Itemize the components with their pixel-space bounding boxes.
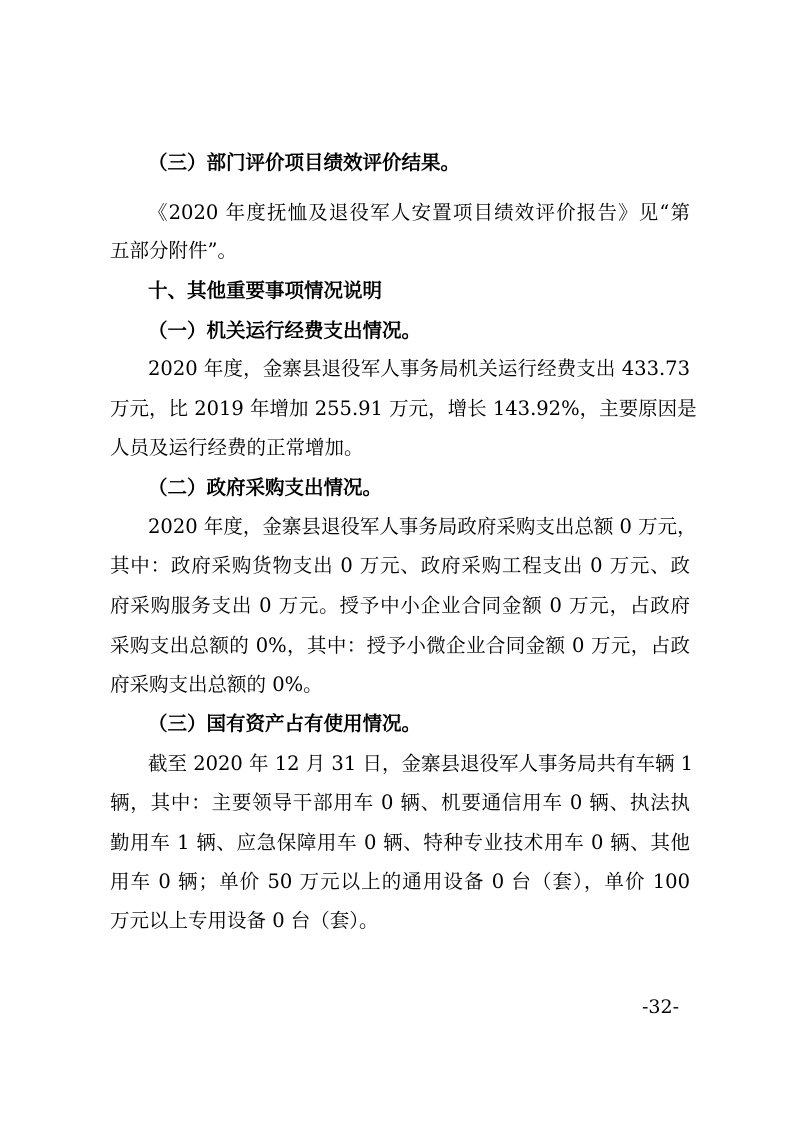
section-heading-state-assets: （三）国有资产占有使用情况。 xyxy=(148,712,422,735)
paragraph-line: 万元，比 2019 年增加 255.91 万元，增长 143.92%，主要原因是 xyxy=(110,397,697,420)
paragraph-line: 2020 年度，金寨县退役军人事务局机关运行经费支出 433.73 xyxy=(148,357,690,380)
paragraph-line: 五部分附件”。 xyxy=(110,239,237,262)
paragraph-line: 用车 0 辆；单价 50 万元以上的通用设备 0 台（套），单价 100 xyxy=(110,870,690,893)
paragraph-line: 府采购服务支出 0 万元。授予中小企业合同金额 0 万元，占政府 xyxy=(110,594,690,617)
section-heading-operating-expenses: （一）机关运行经费支出情况。 xyxy=(148,319,422,342)
paragraph-line: 采购支出总额的 0%，其中：授予小微企业合同金额 0 万元，占政 xyxy=(110,634,690,657)
paragraph-line: 人员及运行经费的正常增加。 xyxy=(110,436,364,459)
paragraph-line: 截至 2020 年 12 月 31 日，金寨县退役军人事务局共有车辆 1 xyxy=(148,752,694,775)
paragraph-line: 2020 年度，金寨县退役军人事务局政府采购支出总额 0 万元， xyxy=(148,515,697,538)
paragraph-line: 万元以上专用设备 0 台（套）。 xyxy=(110,909,379,932)
paragraph-line: 其中：政府采购货物支出 0 万元、政府采购工程支出 0 万元、政 xyxy=(110,554,690,577)
section-heading-other-matters: 十、其他重要事项情况说明 xyxy=(148,279,383,302)
section-heading-evaluation-results: （三）部门评价项目绩效评价结果。 xyxy=(148,151,461,174)
section-heading-government-procurement: （二）政府采购支出情况。 xyxy=(148,476,383,499)
paragraph-line: 勤用车 1 辆、应急保障用车 0 辆、特种专业技术用车 0 辆、其他 xyxy=(110,831,690,854)
page-number: -32- xyxy=(642,996,680,1018)
paragraph-line: 《2020 年度抚恤及退役军人安置项目绩效评价报告》见“第 xyxy=(148,201,690,224)
paragraph-line: 辆，其中：主要领导干部用车 0 辆、机要通信用车 0 辆、执法执 xyxy=(110,791,690,814)
paragraph-line: 府采购支出总额的 0%。 xyxy=(110,673,323,696)
